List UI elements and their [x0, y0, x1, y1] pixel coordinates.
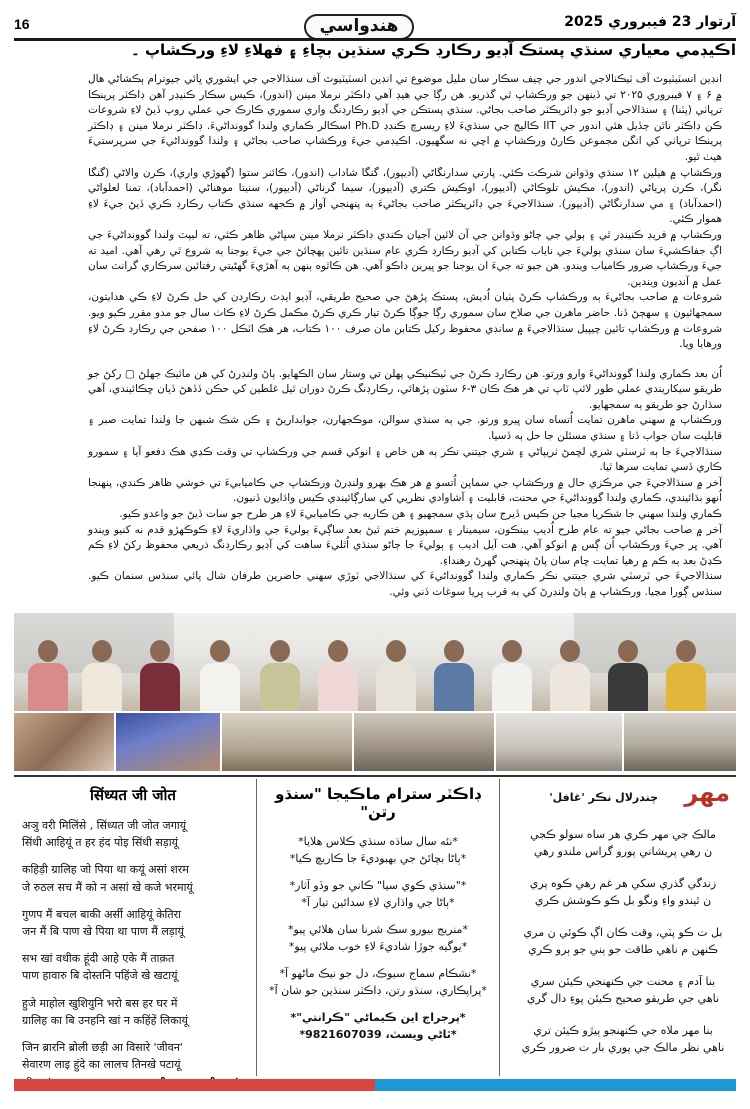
poem-title: ڊاڪٽر سترام ماڪيجا "سنڌو رتن"	[275, 785, 481, 821]
photo-person	[200, 640, 240, 711]
photo-collage	[14, 613, 736, 771]
poem-line: مالڪ جي مهر ڪري هر ساه سولو ڪجي	[530, 828, 716, 841]
event-photo	[14, 713, 114, 771]
photo-person	[82, 640, 122, 711]
section-divider	[14, 775, 736, 777]
poem-line: ن رهي پريشاني پورو گراس ملندو رهي	[533, 844, 713, 858]
poem-line: ڪنهن م ناهي طاقت جو ٻني جو ٻرو ڪري	[528, 942, 718, 956]
poem-contact-phone: *ٿاڻي ويسٽ، 9821607039*	[299, 1028, 457, 1041]
poem-title: सिंध्यत जी जोत	[90, 786, 176, 804]
poem-sindhu-ratan	[256, 779, 500, 1076]
poem-line: ناهي نظر مالڪ جي پوري بار ت ضرور ڪري	[521, 1040, 725, 1054]
poem-line: بنا مهر ملاه جي ڪنهنجو ٻيڙو ڪيئن تري	[533, 1024, 713, 1037]
article-paragraph: آخر ۾ سنڌالاجيءَ جي مرڪزي حال ۾ ورڪشاپ جي سماپن اُتسو ۾ هر هڪ بهرو ولنڊرڻ ورڪشاپ جي ڪاميابيءَ تي خوشي ظاهر ڪندي، پنهنجا اُنهو بڌائيندي، ڪماري ولندا گوونداڻيءَ جي محنت، قابليت ۽ آشاوادي نظريي کي سارڳائيندي ڪيس واڌايون ڏنيون.	[88, 476, 722, 505]
page-number: 16	[14, 16, 30, 32]
event-photo	[222, 713, 352, 771]
article-paragraph: سنڌالاجيءَ جي ٽرسٽي شري جيتني نڪر ڪماري ولندا گوونداڻيءَ کي سنڌالاجي ٽوڙي سهني حاضرين طرفان شال پائي سنڌس سنمان ڪيو. سنڌس ڳورا مڃيا. ورڪشاپ ۾ ٻاڻ ولنڊرڻ کي ٻه قرب ڀريا سوغات ڏني وئي.	[88, 570, 722, 598]
poem-line: *نشڪام سماج سيوڪ، دل جو نيڪ ماڻهو آ*	[279, 967, 477, 980]
poem-line: जन मैं बि पाण खे पिया था पाण मैं लड़ायूं	[22, 925, 184, 939]
poem-line: *ٻاڻا جي واڌاري لاءِ سدائين تيار آ*	[301, 896, 455, 909]
photo-person	[666, 640, 706, 711]
article-paragraph: شروعات ۾ صاحب بجاڻيءَ ٻه ورڪشاپ ڪرڻ پٺيان اُديش، پستڪ پڙهڻ جي صحيح طريقي، آڊيو ايڊٽ رڪارڊن کي حل ڪرڻ لاءِ ڪي هدايتون، سمجهائيون ۽ سهڄڻ ڏنا. حاضر ماهرن جي صلاح سان سموري رڳا جوڳا ڪرڻ تيار ڪري ڪرڻ مڪمل ڪرڻ لاءِ ڪاٺ سال جو مدو مقرر ڪيو ويو. شروعات ۾ ورڪشاپ تائين چيپيل سنڌالاجيءَ ۾ سانڊي محفوظ رکيل ڪتابن مان صرف ۱۰۰ ڪتاب، هر هڪ اٽڪل ۱۰۰ صفحن جي رڪارڊ ڪرڻ لاءِ ورهايا ويا.	[88, 291, 723, 351]
poem-line: सिंधी आहियूं त हर हंद पोइ सिंधी सड़ायूं	[22, 836, 178, 850]
footer-bar-blue	[375, 1079, 736, 1091]
poem-line: *ٻاڻا بچائڻ جي بهبوديءَ جا ڪاريچ ڪيا*	[289, 852, 467, 865]
event-photo	[496, 713, 622, 771]
article-paragraph: ورڪشاپ ۾ سهني ماهرن تمايت اُتساه سان ڀيرو ورتو. جي ٻه سنڌي سوالن، موڪجهارن، جوابداريڻ ۽ ڪن شڪ شبهن جا ولندا تمايت صبر ۽ قابليت سان جواب ڏنا ۽ سنڌي مسئلن جا حل ٻه ڏسيا.	[88, 414, 722, 443]
poem-line: *"سنڌي ڪوي سيا" ڪاني جو وڏو آثار*	[289, 879, 467, 892]
event-photo	[624, 713, 736, 771]
poem-line: हुजे माहोल खुशियुनि भरो बस हर घर में	[22, 996, 178, 1010]
poem-contact-name: *پرجراج اين ڪيماڻي "ڪرانتي"*	[290, 1011, 466, 1024]
poem-line: زندگي گذري سکي هر غم رهي ڪوه پري	[529, 877, 717, 890]
poem-line: بنا آدم ۽ محنت جي ڪنهنجي ڪيئن سري	[530, 975, 716, 988]
article-paragraph: سنڌالاجيءَ جا ٻه ٽرسٽي شري لڇمڻ ٺريپاڻي ۽ شري جيتني نڪر ٻه هن خاص ۽ انوکي قسم جي ورڪشاپ تي وقت ڪڍي هڪ دفعو آيا ۽ سمورو ڪاري ڏسي تمايت سرها ٿيا.	[88, 445, 722, 474]
photo-person	[376, 640, 416, 711]
photo-person	[608, 640, 648, 711]
poem-line: गुणप मैं बचल बाकी अर्सी आहियूं केतिरा	[22, 907, 182, 921]
poem-line: *منريج بيورو سڪ شرنا سان هلائي پيو*	[288, 923, 468, 936]
article-paragraph: ورڪشاپ ۾ فريڊ ڪنينڊر ٿي ۽ ٻولي جي ڄاڻو وڌوانن جي آن لائين آجيان ڪندي ڊاڪٽر نرملا مينن سڀاڻي ظاهر ڪئي، ته ليپٽ ولندا گوونداڻيءَ جي اڳ جفاڪشيءَ سان سنڌي ٻوليءَ جي ناياب ڪتابن کي آڊيو رڪارڊ ڪري عام سنڌين تائين پهچائڻ جي جيءَ يوجنا ٻه شروع ٿي رهي آهي. اميد ته جيءَ ورڪشاپ ضرور ڪامياب ويندو. هن جيو ته جيءَ ان يوجنا جو ڀيرين ڊاڪو آهي. هن ڪاٿوه ٻنهن ٻه آهڙيءَ گهڻيتي رفتائين سرڪاري گرانٽ سان عمل ۾ آنديون ويندين.	[88, 228, 722, 288]
newspaper-logo: هندواسي	[304, 14, 414, 40]
poem-line: जिन ब्रारनि ब्रोली छड़ी आ विसारे 'जीवन'	[22, 1041, 183, 1055]
poem-line: अञु वरी मिलिंसे , सिंध्यत जी जोत जगायूं	[22, 819, 187, 832]
poem-line: *يوگيه جوڙا شاديءَ لاءِ خوب ملائي پيو*	[288, 940, 468, 953]
poem-line: सभ खां वधीक हूंदी आहे एके मैं ताक़त	[22, 952, 175, 966]
poem-author: چندرلال نڪر 'غافل'	[549, 791, 658, 804]
photo-person	[434, 640, 474, 711]
poem-title: مهر	[684, 779, 730, 807]
photo-curtain	[574, 613, 736, 673]
issue-date: آرتوار 23 فيبروري 2025	[564, 14, 736, 30]
photo-person	[550, 640, 590, 711]
event-photo	[116, 713, 220, 771]
footer-bar-red	[14, 1079, 375, 1091]
poem-line: सेवारण लाइ हुंदे का लालच तिनखे पटायूं	[22, 1058, 181, 1072]
article-paragraph: ورڪشاپ ۾ هيلين ۱۲ سنڌي وڌوانن شرڪت ڪئي. پارتي سدارنگاڻي (آديپور)، گنگا شاداب (اندور)، ڪائنر ستوا (گهوڙي واري)، ڪرن والاڻي (گنگا نگر)، ڪرن پرياڻي (اندور)، مڪيش تلوڪاڻي (آديپور)، اوڪيش ڪتري (آديپور)، سيما گرناڻي (آديپور)، سنيتا موهناڻي (احمدآباد)، تمنا لعلواڻي (احمدآباد) ۽ مي سدارنگاڻي (آديپور). سنڌالاجيءَ جي ڊائريڪٽر صاحب بجاڻيءَ ٻه پنهنجي آواز ۾ ڪجهه سنڌي ڪتاب رڪارڊ ڪري ڏيڻ جيءَ لاءِ هموار ڪئي.	[88, 166, 722, 226]
article-paragraph: انڊين انسٽيٽيوٽ آف ٽيڪنالاجي اندور جي چيف سڪار سان مليل موضوع تي انڊين انسٽيٽيوٽ آف سنڌالاجي جي ايشوري ڀائي جيوترام ٻڪشاڻي هال ۾ ۶ ۽ ۷ فيبروري ۲۰۲۵ تي ڏينهن جو ورڪشاپ ٿي گذريو. هن رڳا جي هيڊ آهي ڊاڪٽر نرملا مينن (اندور)، ڪيس سڪار ڪنيڊر آهن ڊاڪٽر پرينڪا ترپاٺي (پٽنا) ۽ سنڌالاجي آڊيو جو ڊائريڪٽر صاحب بجاڻي. سنڌي پستڪن جي آڊيو رڪارڊنگ واري سموري ڪارڪ جي عملي روپ ڏيڻ لاءِ شروعات ڪن ڊاڪٽر ناٿن ڄڏيل هئي اندور جي IIT ڪاليج جي سنڌيءَ لاءِ ريسرچ ڪنڊڊ Ph.D اسڪالر ڪماري ولندا گوونداڻيءَ. ڊاڪٽر نرملا مينن ۽ ڊاڪٽر پرينڪا ترپاٺي کي انگن مجموعن ڪارڻ ورڪشاپ ۾ اچي نه سگهيون. اڪيڊمي جيءَ ورڪشاپ صاحب بجاڻي ۽ ولندا گوونداڻيءَ جي سرپرستيءَ هيٺ ٿيو.	[88, 73, 723, 163]
article-paragraph: اُن بعد ڪماري ولندا گوونداڻيءَ وارو ورتو. هن رڪارڊ ڪرڻ جي ٽيڪنيڪي پهلن تي وستار سان الڪهايو. ٻاڻ ولنڊرڻ کي هن مائيڪ جهلڻ ▢ رکڻ جو طريقو سيکاريندي عملي طور لائپ ٽاپ تي هر هڪ ڪان ۳-۶ سٽون پڙهائي، رڪارڊنگ ڪرڻ دوران ٿيل غلطين کي حڪن ڏڏهڻ ڏيان ڇڪائيندي، آهي سڌارڻ جو طريقو ٻه سمجهايو.	[88, 367, 722, 411]
photo-person	[140, 640, 180, 711]
main-article	[88, 72, 722, 610]
poem-mahar	[512, 779, 734, 1076]
poem-line: ن ٿيندو واءِ ونگو بل ڪو ڪوشش ڪري	[534, 893, 712, 907]
photo-person	[492, 640, 532, 711]
poem-line: *نئه سال ساڌه سنڌي ڪلاس هلايا*	[298, 835, 458, 848]
event-photo	[354, 713, 494, 771]
poem-sindhyat	[22, 779, 244, 1076]
footer-bar	[14, 1079, 736, 1091]
article-paragraph: ڪماري ولندا سهني جا شڪريا مڃيا جن ڪيس ڏيرج سان ٻڌي سمجهيو ۽ هن ڪاريه جي ڪاميابيءَ لاءِ هر طرح جو سات ڏيڻ جو واعدو ڪيو.	[119, 508, 722, 521]
poem-line: ग्रालिह का बि उनहनि खां न कहिंहें लिकायूं	[22, 1013, 188, 1027]
poem-line: ناهي جي طريقو صحيح ڪيئن پوءِ دال گري	[526, 991, 720, 1005]
poem-line: कहिड़ी ग्रालिह जो पिया था कयूं असां शरम	[22, 863, 189, 877]
poem-line: पाण हावारु बि दोस्तनि पहिंजे खे खटायूं	[22, 969, 178, 983]
main-headline: اڪيڊمي معياري سنڌي پستڪ آڊيو رڪارڊ ڪري سنڌين بچاءِ ۽ فهلاءِ لاءِ ورڪشاپ ۔	[130, 41, 736, 59]
article-paragraph: آخر ۾ صاحب بجاڻي جيو ته عام طرح اُديپ بينڪون، سيمينار ۽ سمپوزيم ختم ٿيڻ بعد ساڳيءَ ٻوليءَ جي واڌاريءَ لاءِ ڪوڪهڙو قدم نه کنيو ويندو آهي. ڀر جيءَ ورڪشاپ اُن ڳس ۾ انوکو آهي. هت آيل اديب ۽ ٻوليءَ جا ڄاڻو سنڌي اُٿليءَ ساهت کي آڊيو رڪارڊنگ ذريعي محفوظ رکڻ لاءِ ڪم ڪڍڻ بعد ٻه ڪم ۾ رهيا تمايت ڇام سان پاڻ پنهنجي گهرڻ رهنداءِ.	[88, 523, 722, 567]
poem-line: بل ت ڪو پٽي، وقت ڪان اڳ ڪوئي ن مري	[523, 926, 723, 939]
group-photo	[14, 613, 736, 711]
poem-line: *پراپڪاري، سنڌو رتن، ڊاڪٽر سنڌين جو شان آ*	[269, 984, 487, 997]
photo-person	[260, 640, 300, 711]
photo-person	[318, 640, 358, 711]
photo-person	[28, 640, 68, 711]
poem-line: जे रुठल सच मैं को न असां खे कजे भरमायूं	[22, 880, 193, 894]
